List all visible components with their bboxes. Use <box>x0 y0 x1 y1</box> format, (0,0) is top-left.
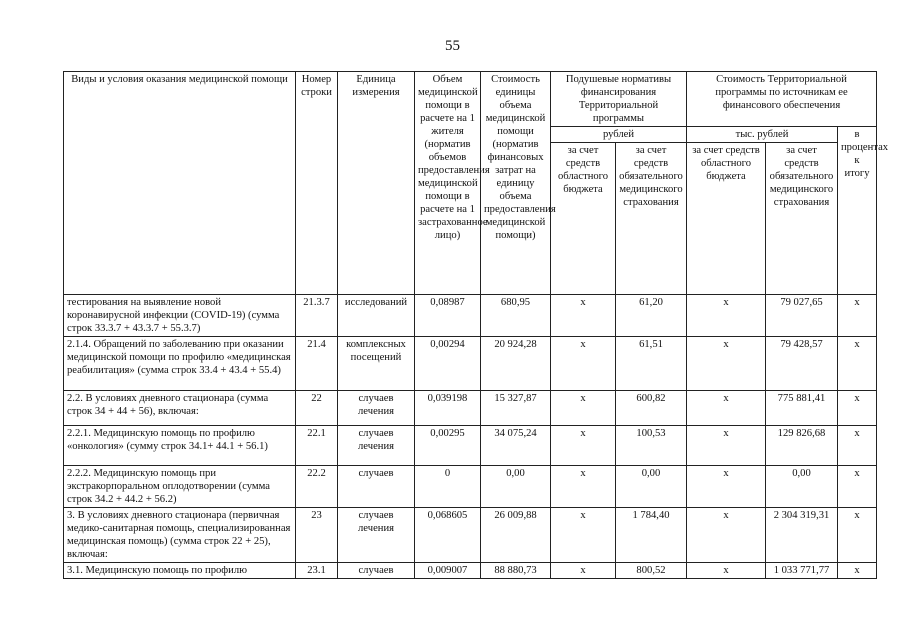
header-percent: в процентах к итогу <box>838 127 877 295</box>
header-cost: Стоимость единицы объема медицинской помощи (норматив финансовых затрат на единицу объема предоставления медицинской помощи) <box>481 72 551 295</box>
row-cost-oms: 0,00 <box>766 466 838 508</box>
header-line: Номер строки <box>296 72 338 295</box>
row-norm-oms: 0,00 <box>616 466 687 508</box>
row-cost-regional: х <box>687 391 766 426</box>
financing-table <box>63 71 889 579</box>
row-name: 2.2.1. Медицинскую помощь по профилю «онкология» (сумму строк 34.1+ 44.1 + 56.1) <box>64 426 296 466</box>
row-norm-oms: 61,51 <box>616 337 687 391</box>
row-unit: случаев лечения <box>338 426 415 466</box>
row-cost: 26 009,88 <box>481 508 551 563</box>
row-percent: х <box>838 563 877 579</box>
page-number: 55 <box>445 38 460 54</box>
row-cost-oms: 79 428,57 <box>766 337 838 391</box>
row-name: 2.2.2. Медицинскую помощь при экстракорпоральном оплодотворении (сумма строк 34.2 + 44.2 + 56.2) <box>64 466 296 508</box>
row-cost-oms: 1 033 771,77 <box>766 563 838 579</box>
row-name: 3. В условиях дневного стационара (первичная медико-санитарная помощь, специализированная медицинская помощь) (сумма строк 22 + 25), включая: <box>64 508 296 563</box>
header-unit-rub: рублей <box>551 127 687 143</box>
row-norm-regional: х <box>551 426 616 466</box>
row-volume: 0 <box>415 466 481 508</box>
row-norm-regional: х <box>551 295 616 337</box>
row-norm-regional: х <box>551 508 616 563</box>
row-norm-oms: 61,20 <box>616 295 687 337</box>
row-name: 2.2. В условиях дневного стационара (сумма строк 34 + 44 + 56), включая: <box>64 391 296 426</box>
row-cost: 88 880,73 <box>481 563 551 579</box>
row-volume: 0,00294 <box>415 337 481 391</box>
header-unit: Единица измерения <box>338 72 415 295</box>
row-norm-oms: 1 784,40 <box>616 508 687 563</box>
row-cost: 15 327,87 <box>481 391 551 426</box>
row-name: 3.1. Медицинскую помощь по профилю <box>64 563 296 579</box>
row-norm-regional: х <box>551 563 616 579</box>
row-norm-oms: 600,82 <box>616 391 687 426</box>
header-group-cost: Стоимость Территориальной программы по источникам ее финансового обеспечения <box>687 72 877 127</box>
row-cost-regional: х <box>687 563 766 579</box>
table-row <box>64 295 877 337</box>
row-cost-regional: х <box>687 508 766 563</box>
row-line: 21.3.7 <box>296 295 338 337</box>
row-percent: х <box>838 295 877 337</box>
header-group-norms: Подушевые нормативы финансирования Территориальной программы <box>551 72 687 127</box>
row-cost-oms: 2 304 319,31 <box>766 508 838 563</box>
header-sub-oms-2: за счет средств обязательного медицинского страхования <box>766 143 838 295</box>
row-line: 21.4 <box>296 337 338 391</box>
row-cost-regional: х <box>687 466 766 508</box>
row-unit: случаев лечения <box>338 391 415 426</box>
table-row <box>64 426 877 466</box>
row-cost: 0,00 <box>481 466 551 508</box>
table-row <box>64 508 877 563</box>
row-unit: комплексных посещений <box>338 337 415 391</box>
row-norm-regional: х <box>551 391 616 426</box>
table-row <box>64 391 877 426</box>
row-name: 2.1.4. Обращений по заболеванию при оказании медицинской помощи по профилю «медицинская реабилитация» (сумма строк 33.4 + 43.4 + 55.4) <box>64 337 296 391</box>
header-sub-regional-2: за счет средств областного бюджета <box>687 143 766 295</box>
row-cost-regional: х <box>687 426 766 466</box>
row-cost-regional: х <box>687 295 766 337</box>
row-cost: 34 075,24 <box>481 426 551 466</box>
table-row <box>64 337 877 391</box>
header-volume: Объем медицинской помощи в расчете на 1 жителя (норматив объемов предоставления медицинской помощи в расчете на 1 застрахованное лицо) <box>415 72 481 295</box>
row-line: 23 <box>296 508 338 563</box>
row-unit: исследований <box>338 295 415 337</box>
row-line: 22.1 <box>296 426 338 466</box>
row-line: 22 <box>296 391 338 426</box>
table-row <box>64 466 877 508</box>
row-cost-oms: 79 027,65 <box>766 295 838 337</box>
header-sub-regional: за счет средств областного бюджета <box>551 143 616 295</box>
row-volume: 0,00295 <box>415 426 481 466</box>
row-line: 23.1 <box>296 563 338 579</box>
row-cost-regional: х <box>687 337 766 391</box>
row-cost: 20 924,28 <box>481 337 551 391</box>
row-line: 22.2 <box>296 466 338 508</box>
header-type: Виды и условия оказания медицинской помощи <box>64 72 296 295</box>
header-sub-oms: за счет средств обязательного медицинского страхования <box>616 143 687 295</box>
row-cost-oms: 775 881,41 <box>766 391 838 426</box>
row-norm-regional: х <box>551 466 616 508</box>
row-cost: 680,95 <box>481 295 551 337</box>
row-volume: 0,039198 <box>415 391 481 426</box>
row-volume: 0,08987 <box>415 295 481 337</box>
row-norm-oms: 100,53 <box>616 426 687 466</box>
row-norm-oms: 800,52 <box>616 563 687 579</box>
row-percent: х <box>838 508 877 563</box>
header-row-1 <box>64 72 877 127</box>
row-percent: х <box>838 337 877 391</box>
header-unit-thousand: тыс. рублей <box>687 127 838 143</box>
row-unit: случаев <box>338 466 415 508</box>
row-cost-oms: 129 826,68 <box>766 426 838 466</box>
row-volume: 0,068605 <box>415 508 481 563</box>
row-percent: х <box>838 466 877 508</box>
table-row <box>64 563 877 579</box>
row-unit: случаев <box>338 563 415 579</box>
row-unit: случаев лечения <box>338 508 415 563</box>
row-name: тестирования на выявление новой коронавирусной инфекции (COVID-19) (сумма строк 33.3.7 + 43.3.7 + 55.3.7) <box>64 295 296 337</box>
row-percent: х <box>838 391 877 426</box>
row-percent: х <box>838 426 877 466</box>
row-norm-regional: х <box>551 337 616 391</box>
row-volume: 0,009007 <box>415 563 481 579</box>
